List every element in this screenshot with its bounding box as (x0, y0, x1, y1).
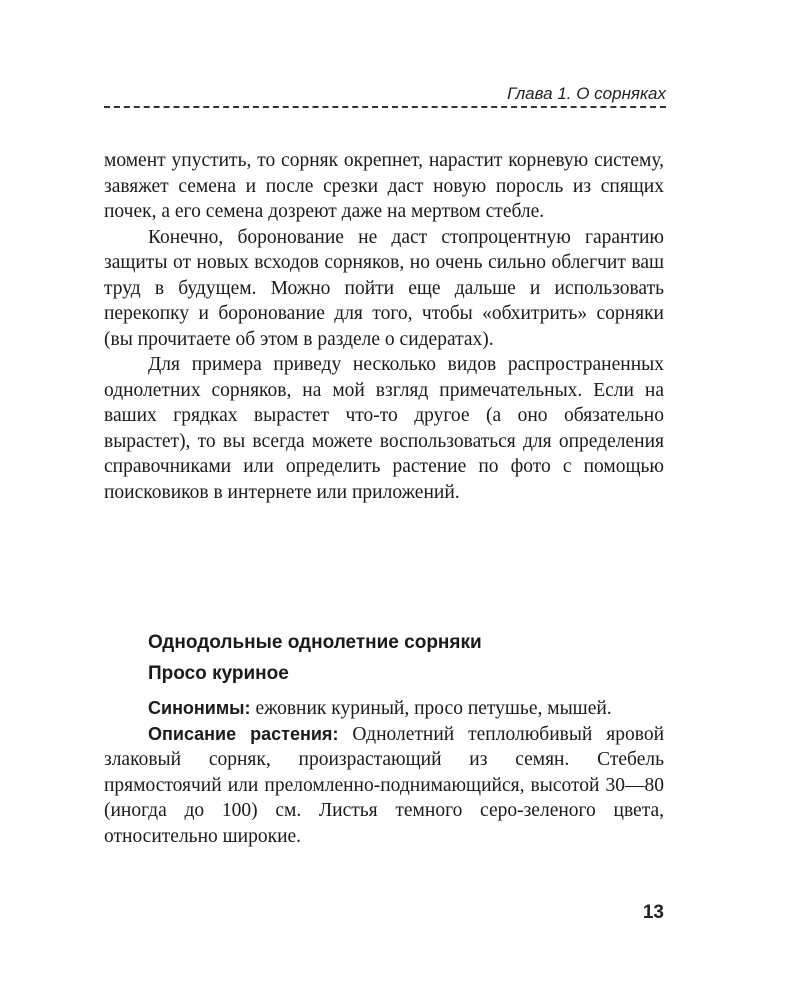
page-number: 13 (642, 902, 664, 923)
synonyms-label: Синонимы: (148, 698, 251, 718)
paragraph-3: Для примера приведу несколько видов распространенных однолетних сорняков, на мой взгляд примечательных. Если на ваших грядках вырастет что-то другое (а оно обязательно вырастет), то вы всегда можете воспользоваться для определения справочниками или определить растение по фото с помощью поисковиков в интернете или приложений. (104, 354, 664, 503)
paragraph-1: момент упустить, то сорняк окрепнет, нарастит корневую систему, завяжет семена и после срезки даст новую поросль из спящих почек, а его семена дозреют даже на мертвом стебле. (104, 150, 664, 222)
header-dashed-rule (104, 106, 666, 108)
description-text: Однолетний теплолюбивый яровой злаковый сорняк, произрастающий из семян. Стебель прямостоячий или преломленно-поднимающийся, высотой 30—80 (иногда до 100) см. Листья темного серо-зеленого цвета, относительно широкие. (104, 723, 664, 847)
paragraph-2: Конечно, боронование не даст стопроцентную гарантию защиты от новых всходов сорняков, но очень сильно облегчит ваш труд в будущем. Можно пойти еще дальше и использовать перекопку и боронование для того, чтобы «обхитрить» сорняки (вы прочитаете об этом в разделе о сидератах). (104, 226, 664, 350)
section-heading: Однодольные однолетние сорняки (148, 632, 482, 653)
section-subheading: Просо куриное (148, 663, 289, 684)
synonyms-text: ежовник куриный, просо петушье, мышей. (250, 698, 612, 719)
body-text (104, 148, 664, 505)
description-paragraph (104, 722, 664, 850)
synonyms-paragraph (104, 696, 664, 722)
description-label: Описание растения: (148, 723, 339, 744)
running-head-title: Глава 1. О сорняках (507, 84, 666, 103)
weed-section (104, 626, 664, 849)
